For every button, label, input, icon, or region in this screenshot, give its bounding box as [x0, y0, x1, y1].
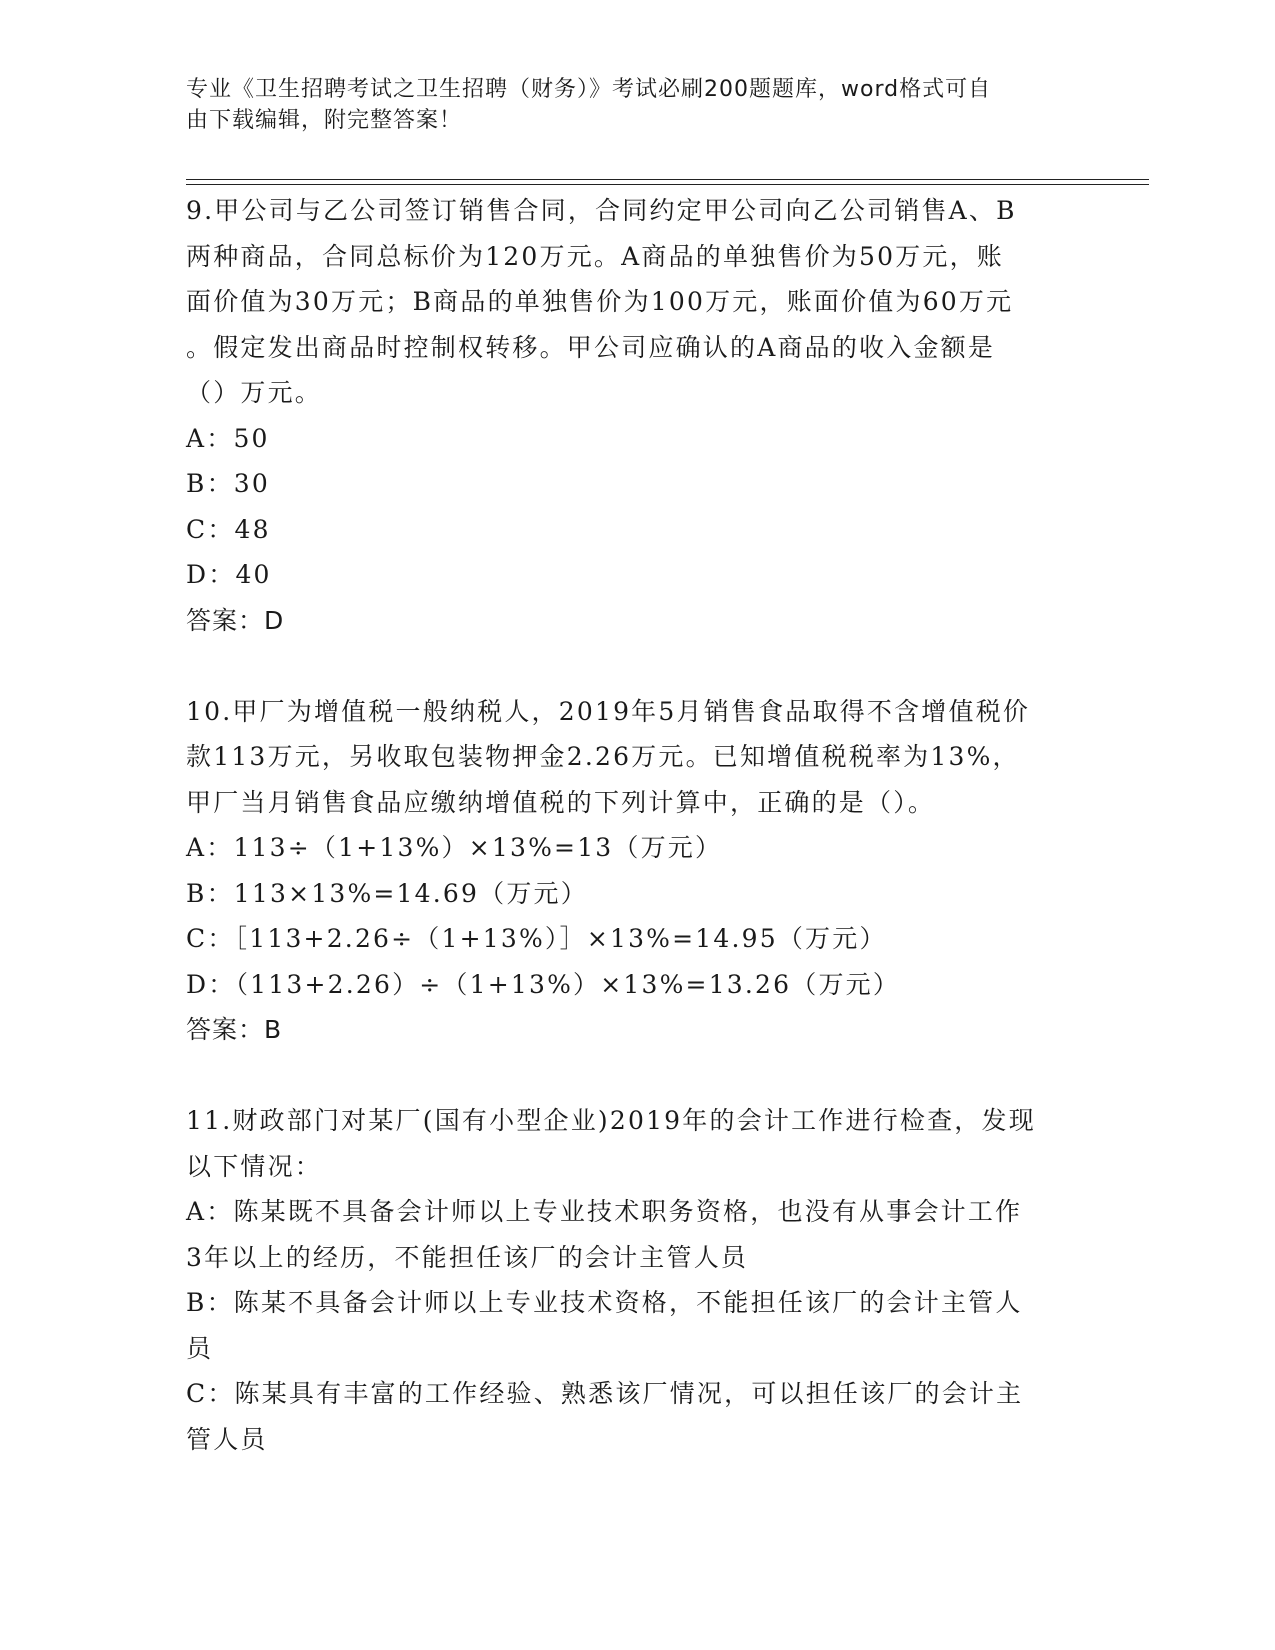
question-stem-line: （）万元。	[186, 378, 323, 407]
header-line: 专业《卫生招聘考试之卫生招聘（财务）》考试必刷200题题库，word格式可自	[186, 77, 992, 102]
option-b: B：陈某不具备会计师以上专业技术资格，不能担任该厂的会计主管人	[186, 1288, 1023, 1317]
question-stem-line: 11.财政部门对某厂(国有小型企业)2019年的会计工作进行检查，发现	[186, 1106, 1036, 1135]
option-b-continued: 员	[186, 1333, 214, 1363]
question-10	[186, 689, 1086, 1053]
spacer	[186, 1053, 1086, 1099]
option-c: C：陈某具有丰富的工作经验、熟悉该厂情况，可以担任该厂的会计主	[186, 1379, 1024, 1408]
option-a: A：113÷（1+13%）×13%=13（万元）	[186, 833, 723, 862]
question-9	[186, 188, 1086, 643]
question-stem-line: 10.甲厂为增值税一般纳税人，2019年5月销售食品取得不含增值税价	[186, 696, 1031, 726]
option-a: A：陈某既不具备会计师以上专业技术职务资格，也没有从事会计工作	[186, 1197, 1023, 1226]
option-b: B：30	[186, 469, 270, 498]
question-stem-line: 面价值为30万元；B商品的单独售价为100万元，账面价值为60万元	[186, 287, 1014, 316]
answer-line: 答案：D	[186, 605, 285, 635]
answer-line: 答案：B	[186, 1015, 283, 1044]
option-d: D：40	[186, 560, 272, 589]
option-b: B：113×13%=14.69（万元）	[186, 878, 588, 908]
header-line: 由下载编辑，附完整答案！	[186, 108, 463, 133]
header-divider	[186, 179, 1149, 180]
option-c: C：48	[186, 514, 271, 544]
spacer	[186, 643, 1086, 689]
question-stem-line: 9.甲公司与乙公司签订销售合同，合同约定甲公司向乙公司销售A、B	[186, 196, 1017, 225]
question-stem-line: 。假定发出商品时控制权转移。甲公司应确认的A商品的收入金额是	[186, 332, 996, 362]
question-11	[186, 1098, 1086, 1462]
question-stem-line: 款113万元，另收取包装物押金2.26万元。已知增值税税率为13%，	[186, 742, 1020, 771]
option-a: A：50	[186, 423, 270, 453]
question-list	[186, 188, 1086, 1462]
question-stem-line: 以下情况：	[186, 1151, 323, 1181]
option-c: C：［113+2.26÷（1+13%）］×13%=14.95（万元）	[186, 924, 887, 953]
option-c-continued: 管人员	[186, 1424, 268, 1454]
question-stem-line: 两种商品，合同总标价为120万元。A商品的单独售价为50万元，账	[186, 241, 1004, 271]
document-header	[186, 74, 1066, 136]
header-divider	[186, 184, 1149, 185]
question-stem-line: 甲厂当月销售食品应缴纳增值税的下列计算中，正确的是（）。	[186, 787, 936, 817]
option-d: D：（113+2.26）÷（1+13%）×13%=13.26（万元）	[186, 969, 901, 999]
option-a-continued: 3年以上的经历，不能担任该厂的会计主管人员	[186, 1242, 749, 1272]
